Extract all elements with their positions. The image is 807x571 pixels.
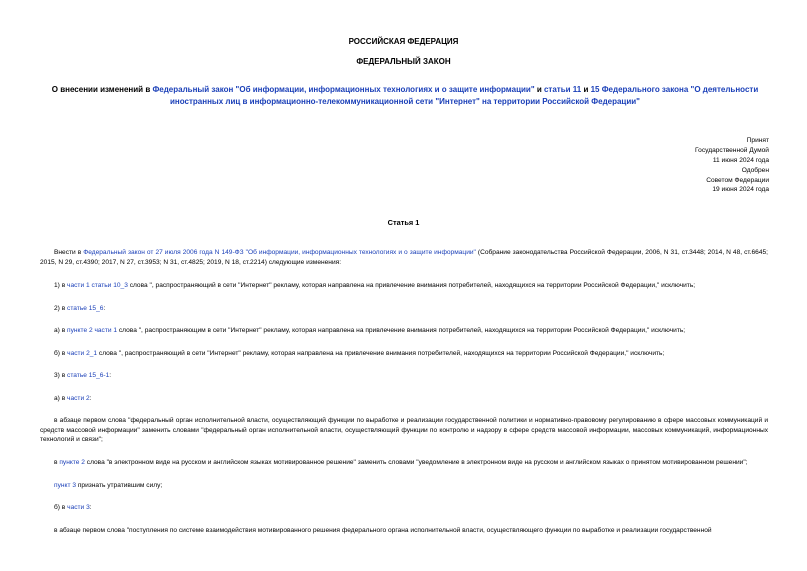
approved-date: 19 июня 2024 года [712, 186, 769, 194]
paragraph-3a [40, 394, 768, 404]
link-point-2-part-1[interactable]: пункте 2 части 1 [67, 327, 118, 335]
link-part-2-1[interactable]: части 2_1 [67, 349, 98, 357]
paragraph-text: 2) в [54, 304, 68, 312]
paragraph-3b-1 [40, 526, 768, 536]
paragraph-text: б) в [54, 349, 68, 357]
adopted-by: Государственной Думой [695, 146, 769, 154]
paragraph-intro [40, 248, 768, 267]
paragraph-text: : [89, 504, 92, 512]
article-body [40, 248, 768, 535]
paragraph-3a-2 [40, 458, 768, 468]
paragraph-text: в абзаце первом слова "федеральный орган исполнительной власти, осуществляющий функции по выработке и реализации государственной политики и нормативно-правовому регулированию в сфере массовых коммуникаций и средств массовой информации" заменить словами "федеральный орган исполнительной власти, осуществляющий функции по контролю и надзору в сфере средств массовой информации, массовых коммуникаций, информационных технологий и связи"; [40, 417, 768, 444]
paragraph-text: : [109, 372, 112, 380]
paragraph-text: в абзаце первом слова "поступления по системе взаимодействия мотивированного решения федерального органа исполнительной власти, осуществляющего функции по выработке и реализации государственной [54, 526, 712, 534]
paragraph-1 [40, 281, 768, 291]
paragraph-3a-1 [40, 416, 768, 445]
paragraph-text: 1) в [54, 282, 68, 290]
title-text-1: О внесении изменений в [51, 85, 153, 94]
paragraph-text: (Собрание законодательства Российской Федерации, 2006, N 31, ст.3448; 2014, N 48, ст.6645; 2015, N 29, ст.4390; 2017, N 27, ст.3953; N 31, ст.4825; 2019, N 18, ст.2214) следующие изменения: [40, 249, 769, 266]
link-part-2[interactable]: части 2 [67, 394, 90, 402]
link-point-2[interactable]: пункте 2 [59, 459, 85, 467]
paragraph-text: : [103, 304, 106, 312]
title-link-law-149[interactable]: Федеральный закон "Об информации, информационных технологиях и о защите информации" [152, 85, 535, 94]
link-article-15-6-1[interactable]: статье 15_6-1 [67, 372, 110, 380]
paragraph-2b [40, 349, 768, 359]
title-text-3: и [581, 85, 591, 94]
link-part-3[interactable]: части 3 [67, 504, 90, 512]
paragraph-text: слова ", распространяющим в сети "Интернет" рекламу, которая направлена на привлечение внимания потребителей, находящихся на территории Российской Федерации," исключить; [117, 327, 686, 335]
adoption-block [609, 136, 769, 195]
federation-heading: РОССИЙСКАЯ ФЕДЕРАЦИЯ [348, 37, 459, 46]
title-link-article-15[interactable]: 15 Федерального закона "О деятельности иностранных лиц в информационно-телекоммуникационной сети "Интернет" на территории Российской Федерации" [170, 85, 759, 106]
paragraph-3 [40, 371, 768, 381]
paragraph-3b [40, 503, 768, 513]
article-heading: Статья 1 [387, 218, 420, 227]
adopted-label: Принят [746, 137, 769, 144]
law-title [40, 84, 770, 107]
link-law-149[interactable]: Федеральный закон от 27 июля 2006 года N 149-ФЗ "Об информации, информационных технологиях и о защите информации" [83, 249, 476, 256]
paragraph-text: 3) в [54, 372, 68, 380]
approved-by: Советом Федерации [706, 176, 769, 184]
link-article-15-6[interactable]: статье 15_6 [67, 304, 104, 312]
paragraph-text: : [89, 394, 92, 402]
link-article-10-3[interactable]: части 1 статьи 10_3 [67, 282, 128, 290]
paragraph-2 [40, 304, 768, 314]
link-point-3[interactable]: пункт 3 [54, 481, 76, 489]
paragraph-text: слова "в электронном виде на русском и английском языках мотивированное решение" заменить словами "уведомление в электронном виде на русском и английском языках о принятом мотивированном решении"; [84, 459, 748, 467]
paragraph-text: Внести в [54, 249, 84, 256]
title-link-article-11[interactable]: статьи 11 [543, 85, 582, 94]
paragraph-text: а) в [54, 327, 68, 335]
paragraph-text: слова ", распространяющий в сети "Интернет" рекламу, которая направлена на привлечение внимания потребителей, находящихся на территории Российской Федерации," исключить; [127, 282, 696, 290]
paragraph-text: а) в [54, 394, 68, 402]
title-text-2: и [534, 85, 544, 94]
paragraph-2a [40, 326, 768, 336]
paragraph-text: признать утратившим силу; [76, 481, 163, 489]
paragraph-3a-3 [40, 481, 768, 491]
paragraph-text: б) в [54, 504, 68, 512]
law-type-heading: ФЕДЕРАЛЬНЫЙ ЗАКОН [356, 57, 451, 66]
paragraph-text: слова ", распространяющий в сети "Интернет" рекламу, которая направлена на привлечение внимания потребителей, находящихся на территории Российской Федерации," исключить; [97, 349, 665, 357]
approved-label: Одобрен [741, 166, 769, 174]
adopted-date: 11 июня 2024 года [712, 156, 769, 164]
paragraph-text: в [54, 459, 60, 467]
